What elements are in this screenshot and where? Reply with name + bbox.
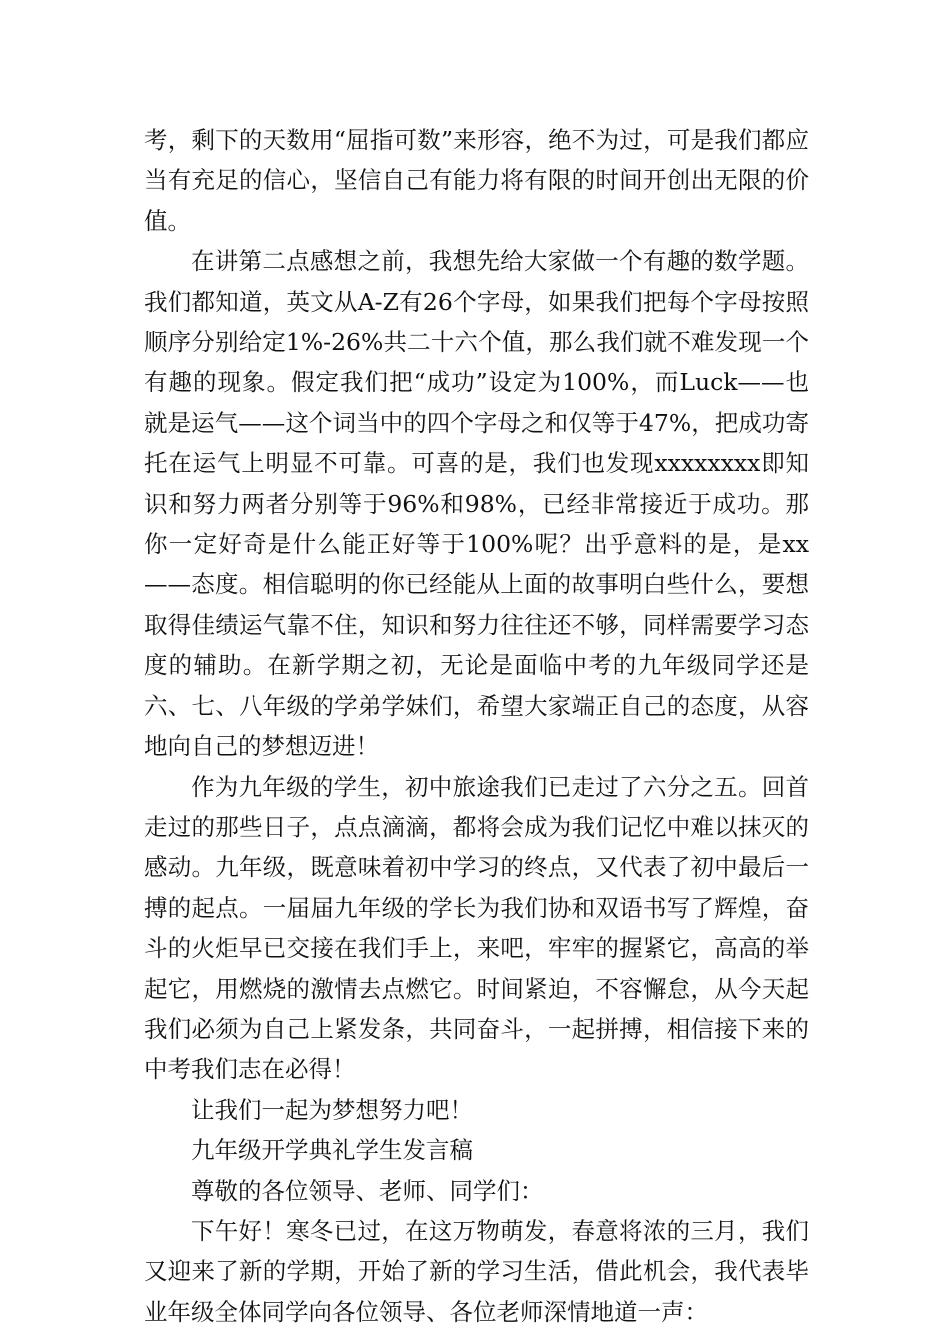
paragraph-greeting: 下午好！寒冬已过，在这万物萌发，春意将浓的三月，我们又迎来了新的学期，开始了新的学习生活，借此机会，我代表毕业年级全体同学向各位领导、各位老师深情地道一声： [144,1216,809,1326]
document-body [144,120,809,1332]
speech-title: 九年级开学典礼学生发言稿 [191,1136,473,1165]
speech-salutation: 尊敬的各位领导、老师、同学们： [191,1176,544,1205]
paragraph-closing-call: 让我们一起为梦想努力吧！ [191,1095,473,1124]
paragraph-continuation: 考，剩下的天数用“屈指可数”来形容，绝不为过，可是我们都应当有充足的信心，坚信自己有能力将有限的时间开创出无限的价值。 [144,126,809,235]
paragraph-ninth-grade: 作为九年级的学生，初中旅途我们已走过了六分之五。回首走过的那些日子，点点滴滴，都将会成为我们记忆中难以抹灭的感动。九年级，既意味着初中学习的终点，又代表了初中最后一搏的起点。一届届九年级的学长为我们协和双语书写了辉煌，奋斗的火炬早已交接在我们手上，来吧，牢牢的握紧它，高高的举起它，用燃烧的激情去点燃它。时间紧迫，不容懈怠，从今天起我们必须为自己上紧发条，共同奋斗，一起拼搏，相信接下来的中考我们志在必得！ [144,772,809,1084]
paragraph-math-puzzle: 在讲第二点感想之前，我想先给大家做一个有趣的数学题。我们都知道，英文从A-Z有26个字母，如果我们把每个字母按照顺序分别给定1%-26%共二十六个值，那么我们就不难发现一个有趣的现象。假定我们把“成功”设定为100%，而Luck——也就是运气——这个词当中的四个字母之和仅等于47%，把成功寄托在运气上明显不可靠。可喜的是，我们也发现xxxxxxxx即知识和努力两者分别等于96%和98%，已经非常接近于成功。那你一定好奇是什么能正好等于100%呢？出乎意料的是，是xx——态度。相信聪明的你已经能从上面的故事明白些什么，要想取得佳绩运气靠不住，知识和努力往往还不够，同样需要学习态度的辅助。在新学期之初，无论是面临中考的九年级同学还是六、七、八年级的学弟学妹们，希望大家端正自己的态度，从容地向自己的梦想迈进！ [144,247,809,761]
